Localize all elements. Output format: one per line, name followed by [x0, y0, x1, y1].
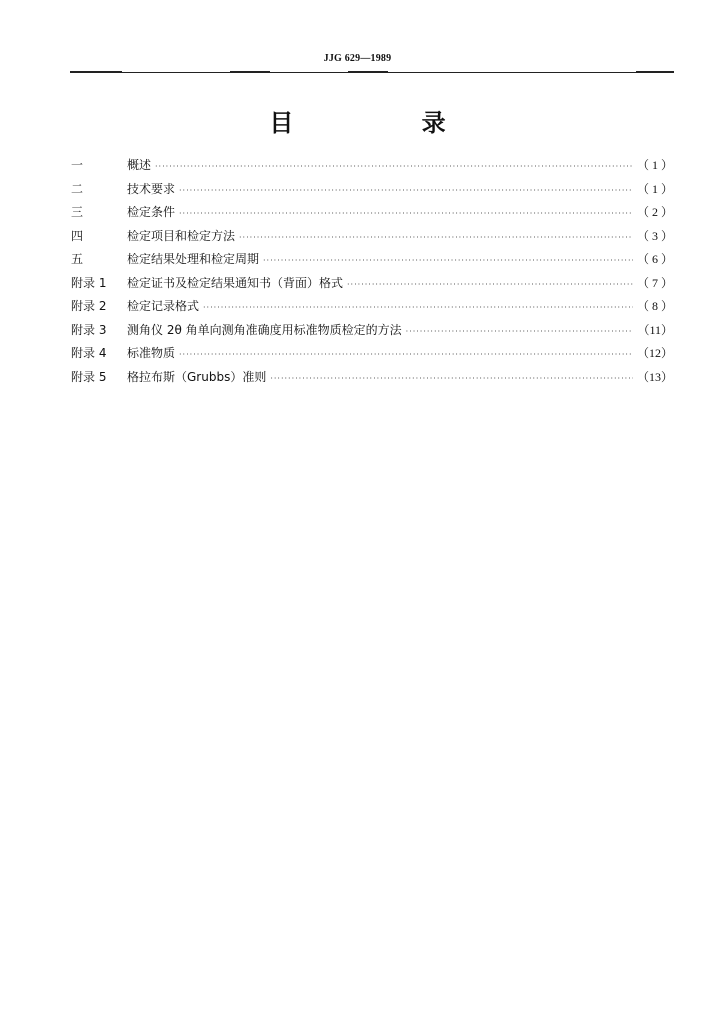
toc-entry-page: （11） [637, 322, 673, 337]
toc-entry[interactable] [71, 370, 673, 394]
toc-entry-page: （ 2 ） [636, 205, 673, 219]
toc-leader-dots [263, 254, 633, 268]
toc-leader-dots [347, 278, 633, 292]
toc-entry[interactable] [71, 182, 673, 206]
toc-leader-dots [179, 207, 633, 221]
header-rule-segment [230, 71, 270, 73]
toc-entry-title: 检定项目和检定方法 [127, 228, 236, 243]
toc-entry-number: 四 [71, 228, 84, 243]
toc-entry[interactable] [71, 158, 673, 182]
toc-entry-page: （ 1 ） [636, 181, 673, 196]
toc-entry-title: 检定结果处理和检定周期 [127, 252, 260, 266]
toc-entry[interactable] [71, 276, 673, 300]
toc-leader-dots [179, 184, 633, 198]
toc-entry-title: 技术要求 [127, 181, 176, 196]
toc-entry-page: （ 1 ） [636, 158, 673, 172]
toc-entry-title: 检定条件 [127, 205, 176, 219]
header-rule-segment [348, 71, 388, 73]
toc-entry-title: 测角仪 2θ 角单向测角准确度用标准物质检定的方法 [127, 322, 402, 337]
toc-entry-page: （ 7 ） [636, 275, 673, 290]
header-rule-segment [636, 71, 674, 73]
toc-entry-page: （ 8 ） [636, 299, 673, 313]
toc-entry-title: 检定记录格式 [127, 299, 200, 313]
toc-leader-dots [203, 301, 633, 315]
toc-leader-dots [270, 372, 633, 386]
toc-entry[interactable] [71, 323, 673, 347]
toc-entry-title: 标准物质 [127, 346, 176, 360]
document-code: JJG 629—1989 [323, 53, 392, 64]
toc-entry-title: 检定证书及检定结果通知书（背面）格式 [127, 275, 344, 290]
toc-entry[interactable] [71, 299, 673, 323]
toc-entry-number: 五 [71, 252, 84, 266]
toc-entry-page: （13） [636, 369, 673, 384]
toc-entry-number: 附录 5 [71, 369, 107, 384]
toc-entry[interactable] [71, 229, 673, 253]
toc-entry-number: 二 [71, 181, 84, 196]
toc-leader-dots [179, 348, 633, 362]
toc-entry-page: （ 6 ） [636, 252, 673, 266]
toc-entry-page: （12） [636, 346, 673, 360]
toc-entry-page: （ 3 ） [636, 228, 673, 243]
toc-entry-number: 三 [71, 205, 84, 219]
toc-entry[interactable] [71, 346, 673, 370]
toc-entry-number: 附录 3 [71, 322, 107, 337]
toc-entry-number: 附录 2 [71, 299, 107, 313]
toc-entry[interactable] [71, 205, 673, 229]
header-rule-segment [70, 71, 122, 73]
toc-entry[interactable] [71, 252, 673, 276]
toc-leader-dots [239, 231, 633, 245]
page-title: 目 录 [269, 109, 506, 137]
toc-leader-dots [406, 325, 634, 339]
toc-entry-title: 概述 [127, 158, 152, 172]
toc-entry-number: 附录 1 [71, 275, 107, 290]
table-of-contents [71, 158, 673, 393]
toc-entry-number: 一 [71, 158, 84, 172]
toc-entry-number: 附录 4 [71, 346, 107, 360]
toc-leader-dots [155, 160, 633, 174]
toc-entry-title: 格拉布斯（Grubbs）准则 [127, 369, 267, 384]
